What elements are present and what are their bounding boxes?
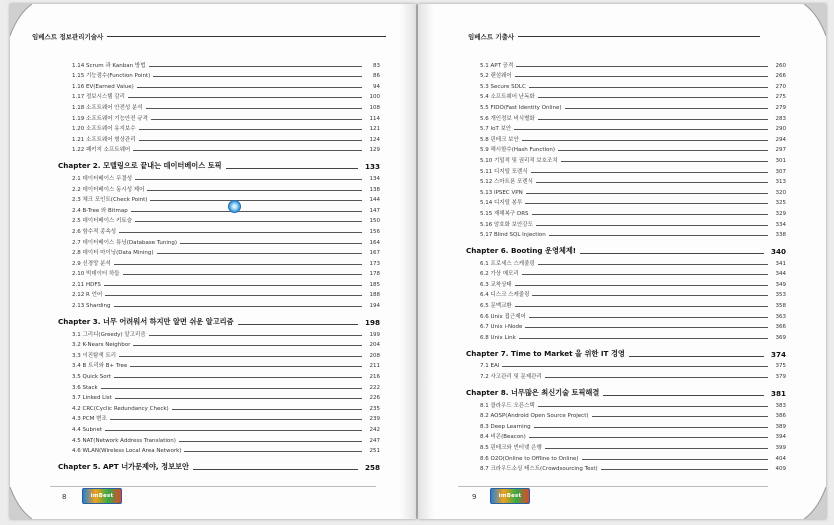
toc-entry-page: 83 bbox=[373, 62, 380, 69]
toc-entry-page: 325 bbox=[775, 200, 786, 207]
leader-line bbox=[101, 388, 362, 389]
toc-entry-page: 138 bbox=[369, 186, 380, 193]
toc-entry-page: 199 bbox=[369, 331, 380, 338]
toc-entry-page: 275 bbox=[775, 94, 786, 101]
toc-entry[interactable] bbox=[58, 401, 380, 412]
toc-entry[interactable] bbox=[466, 309, 786, 320]
leader-line bbox=[536, 225, 768, 226]
toc-entry-page: 94 bbox=[373, 83, 380, 90]
toc-entry[interactable] bbox=[466, 90, 786, 101]
toc-entry-title: 6.3 교착상태 bbox=[480, 281, 512, 288]
toc-entry-page: 344 bbox=[775, 271, 786, 278]
toc-entry[interactable] bbox=[466, 430, 786, 441]
toc-entry-title: 5.17 Blind SQL Injection bbox=[480, 232, 546, 239]
toc-entry[interactable] bbox=[58, 256, 380, 267]
leader-line bbox=[529, 437, 768, 438]
leader-line bbox=[534, 427, 768, 428]
leader-line bbox=[184, 451, 362, 452]
leader-line bbox=[149, 335, 362, 336]
toc-entry[interactable] bbox=[466, 153, 786, 164]
toc-entry[interactable] bbox=[58, 380, 380, 391]
leader-line bbox=[516, 66, 768, 67]
toc-entry-page: 389 bbox=[775, 423, 786, 430]
toc-entry-title: 2.5 데이터베이스 키토슬 bbox=[72, 218, 133, 225]
toc-entry[interactable] bbox=[466, 330, 786, 341]
toc-entry-title: 3.4 B 트리와 B+ Tree bbox=[72, 363, 128, 370]
leader-line bbox=[592, 416, 769, 417]
toc-entry[interactable] bbox=[466, 79, 786, 90]
toc-entry[interactable] bbox=[466, 132, 786, 143]
toc-entry-page: 208 bbox=[369, 352, 380, 359]
toc-entry-page: 121 bbox=[369, 126, 380, 133]
toc-entry-title: 4.5 NAT(Network Address Translation) bbox=[72, 437, 176, 444]
toc-entry-title: 2.2 데이터베이스 동시성 제어 bbox=[72, 186, 145, 193]
toc-entry-title: 5.10 기밀적 및 권리적 보호조치 bbox=[480, 157, 558, 164]
toc-entry-page: 144 bbox=[369, 197, 380, 204]
toc-entry[interactable] bbox=[58, 422, 380, 433]
toc-entry-title: 1.20 소프트웨어 유지보수 bbox=[72, 126, 136, 133]
header-rule bbox=[107, 36, 386, 37]
leader-line bbox=[150, 200, 362, 201]
publisher-logo: imBest bbox=[82, 488, 122, 504]
toc-entry-page: 358 bbox=[775, 303, 786, 310]
toc-entry-title: 1.14 Scrum 과 Kanban 방법 bbox=[72, 62, 146, 69]
leader-line bbox=[179, 441, 362, 442]
leader-line bbox=[515, 76, 768, 77]
toc-entry-title: 2.3 체크 포인트(Check Point) bbox=[72, 197, 148, 204]
toc-entry-page: 150 bbox=[369, 218, 380, 225]
toc-entry-title: 5.16 암호화 보안강도 bbox=[480, 221, 533, 228]
leader-line bbox=[131, 211, 362, 212]
toc-entry[interactable] bbox=[466, 196, 786, 207]
page-header bbox=[32, 32, 386, 41]
toc-entry[interactable] bbox=[466, 359, 786, 370]
toc-entry-title: 3.7 Linked List bbox=[72, 395, 112, 402]
toc-entry-page: 301 bbox=[775, 157, 786, 164]
toc-entry-title: 8.4 비콘(Beacon) bbox=[480, 434, 526, 441]
toc-entry[interactable] bbox=[58, 224, 380, 235]
toc-entry[interactable] bbox=[58, 433, 380, 444]
header-rule bbox=[518, 36, 760, 37]
leader-line bbox=[525, 203, 768, 204]
leader-line bbox=[105, 430, 362, 431]
toc-entry-title: 2.13 Sharding bbox=[72, 303, 111, 310]
toc-entry-title: 6.6 Unix 접근제어 bbox=[480, 313, 526, 320]
toc-entry-page: 114 bbox=[369, 115, 380, 122]
toc-entry-page: 307 bbox=[775, 168, 786, 175]
toc-entry[interactable] bbox=[58, 338, 380, 349]
toc-entry-page: 124 bbox=[369, 136, 380, 143]
toc-entry-title: 5.13 IPSEC VPN bbox=[480, 189, 523, 196]
toc-entry-title: 6.4 디스크 스케줄링 bbox=[480, 292, 530, 299]
toc-entry[interactable] bbox=[466, 175, 786, 186]
leader-line bbox=[522, 274, 768, 275]
toc-entry-title: 8.3 Deep Learning bbox=[480, 423, 531, 430]
toc-entry[interactable] bbox=[466, 369, 786, 380]
toc-entry[interactable] bbox=[466, 143, 786, 154]
toc-entry-page: 386 bbox=[775, 413, 786, 420]
leader-line bbox=[565, 108, 768, 109]
leader-line bbox=[135, 221, 362, 222]
toc-entry[interactable] bbox=[466, 58, 786, 69]
toc-entry-page: 156 bbox=[369, 228, 380, 235]
page-number: 8 bbox=[62, 493, 67, 501]
chapter-heading[interactable]: Chapter 3. 너무 어려워서 하지만 알면 쉬운 알고리즘 198 bbox=[58, 317, 380, 328]
toc-entry-page: 242 bbox=[369, 427, 380, 433]
toc-entry-page: 404 bbox=[775, 455, 786, 462]
page-curl-icon[interactable] bbox=[10, 485, 34, 519]
toc-entry-page: 134 bbox=[369, 175, 380, 182]
leader-line bbox=[128, 97, 362, 98]
chapter-heading[interactable]: Chapter 6. Booting 운영체제! 340 bbox=[466, 246, 786, 257]
toc-entry-page: 222 bbox=[369, 384, 380, 391]
right-page bbox=[418, 4, 826, 519]
toc-entry-page: 247 bbox=[369, 437, 380, 444]
footer-rule bbox=[458, 486, 768, 487]
leader-line bbox=[123, 274, 362, 275]
leader-line bbox=[538, 406, 768, 407]
toc-entry-page: 375 bbox=[775, 363, 786, 370]
toc-entry-title: 8.6 O2O(Online to Offline to Online) bbox=[480, 455, 579, 462]
toc-entry[interactable] bbox=[466, 267, 786, 278]
toc-entry-title: 6.5 문맥교환 bbox=[480, 303, 512, 310]
leader-line bbox=[114, 306, 362, 307]
toc-entry-title: 2.11 HDFS bbox=[72, 281, 101, 288]
toc-entry[interactable] bbox=[58, 298, 380, 309]
toc-entry-page: 320 bbox=[775, 189, 786, 196]
leader-line bbox=[115, 398, 362, 399]
toc-entry-page: 226 bbox=[369, 395, 380, 402]
leader-line bbox=[105, 295, 362, 296]
toc-entry-title: 1.15 기능점수(Function Point) bbox=[72, 73, 151, 80]
toc-entry-title: 2.12 R 언어 bbox=[72, 292, 103, 299]
toc-entry-page: 297 bbox=[775, 147, 786, 154]
toc-entry-title: 5.3 Secure SDLC bbox=[480, 83, 526, 90]
toc-entry-title: 2.6 함수적 종속성 bbox=[72, 228, 117, 235]
toc-entry-page: 369 bbox=[775, 334, 786, 341]
toc-entry-title: 5.9 해시함수(Hash Function) bbox=[480, 147, 556, 154]
leader-line bbox=[147, 190, 362, 191]
leader-line bbox=[601, 469, 768, 470]
toc-entry-title: 5.5 FIDO(Fast Identity Online) bbox=[480, 104, 562, 111]
leader-line bbox=[532, 214, 768, 215]
toc-list bbox=[58, 58, 380, 472]
toc-entry-title: 4.6 WLAN(Wireless Local Area Network) bbox=[72, 448, 182, 455]
toc-entry-title: 4.3 PCM 변조 bbox=[72, 416, 107, 423]
leader-line bbox=[536, 182, 768, 183]
toc-entry-title: 5.15 재해복구 DRS bbox=[480, 210, 529, 217]
leader-line bbox=[151, 119, 362, 120]
toc-entry-page: 366 bbox=[775, 324, 786, 331]
toc-entry-page: 283 bbox=[775, 115, 786, 122]
toc-entry-page: 338 bbox=[775, 232, 786, 239]
toc-entry[interactable] bbox=[466, 100, 786, 111]
toc-entry-page: 341 bbox=[775, 260, 786, 267]
toc-entry[interactable] bbox=[58, 412, 380, 423]
toc-entry-page: 394 bbox=[775, 434, 786, 441]
toc-entry[interactable] bbox=[466, 298, 786, 309]
toc-entry[interactable] bbox=[466, 69, 786, 80]
toc-entry-title: 3.5 Quick Sort bbox=[72, 374, 112, 381]
leader-line bbox=[515, 285, 768, 286]
leader-line bbox=[529, 317, 768, 318]
toc-entry-title: 5.12 스마트폰 포렌식 bbox=[480, 179, 533, 186]
toc-entry-page: 279 bbox=[775, 104, 786, 111]
toc-entry-page: 129 bbox=[369, 147, 380, 154]
toc-entry-page: 349 bbox=[775, 281, 786, 288]
toc-entry[interactable] bbox=[58, 143, 380, 154]
toc-entry[interactable] bbox=[58, 246, 380, 257]
leader-line bbox=[514, 129, 768, 130]
toc-entry-title: 7.1 EAI bbox=[480, 363, 500, 370]
leader-line bbox=[180, 243, 362, 244]
toc-list bbox=[466, 58, 786, 472]
leader-line bbox=[135, 179, 362, 180]
leader-line bbox=[582, 459, 768, 460]
page-curl-icon[interactable] bbox=[802, 4, 826, 38]
toc-entry[interactable] bbox=[58, 391, 380, 402]
toc-entry-page: 383 bbox=[775, 402, 786, 409]
toc-entry-title: 5.7 IoT 보안 bbox=[480, 126, 512, 133]
toc-entry-page: 173 bbox=[369, 260, 380, 267]
toc-entry-title: 4.4 Subnet bbox=[72, 427, 102, 433]
leader-line bbox=[119, 356, 362, 357]
toc-entry[interactable] bbox=[58, 277, 380, 288]
toc-entry[interactable] bbox=[466, 228, 786, 239]
toc-entry-page: 313 bbox=[775, 179, 786, 186]
toc-entry[interactable] bbox=[58, 90, 380, 101]
toc-entry[interactable] bbox=[58, 203, 380, 214]
toc-entry[interactable] bbox=[58, 327, 380, 338]
toc-entry-page: 194 bbox=[369, 303, 380, 310]
header-title: 임베스트 기출사 bbox=[468, 33, 515, 41]
left-page bbox=[10, 4, 416, 519]
toc-entry[interactable] bbox=[466, 206, 786, 217]
toc-entry-page: 409 bbox=[775, 466, 786, 473]
leader-line bbox=[502, 366, 768, 367]
toc-entry[interactable] bbox=[58, 79, 380, 90]
toc-entry-page: 100 bbox=[369, 94, 380, 101]
toc-entry-title: 3.1 그리디(Greedy) 알고리즘 bbox=[72, 331, 146, 338]
toc-entry-title: 5.1 APT 공격 bbox=[480, 62, 514, 69]
leader-line bbox=[532, 295, 768, 296]
toc-entry[interactable] bbox=[466, 256, 786, 267]
toc-entry[interactable] bbox=[58, 100, 380, 111]
leader-line bbox=[104, 285, 362, 286]
toc-entry-page: 399 bbox=[775, 445, 786, 451]
toc-entry[interactable] bbox=[58, 288, 380, 299]
leader-line bbox=[515, 306, 768, 307]
toc-entry-title: 1.17 정보시스템 감리 bbox=[72, 94, 125, 101]
toc-entry-page: 329 bbox=[775, 210, 786, 217]
leader-line bbox=[146, 108, 362, 109]
toc-entry-title: 6.8 Unix Link bbox=[480, 334, 516, 341]
leader-line bbox=[561, 161, 768, 162]
leader-line bbox=[525, 327, 768, 328]
leader-line bbox=[153, 76, 362, 77]
toc-entry-page: 239 bbox=[369, 416, 380, 423]
toc-entry-title: 2.1 데이터베이스 무결성 bbox=[72, 175, 133, 182]
leader-line bbox=[531, 172, 768, 173]
toc-entry-title: 5.8 핀테크 보안 bbox=[480, 136, 519, 143]
toc-entry-title: 6.7 Unix i-Node bbox=[480, 324, 523, 331]
toc-entry[interactable] bbox=[466, 409, 786, 420]
leader-line bbox=[133, 345, 362, 346]
toc-entry-page: 211 bbox=[369, 363, 380, 370]
toc-entry[interactable] bbox=[466, 277, 786, 288]
leader-line bbox=[110, 419, 362, 420]
toc-entry[interactable] bbox=[58, 132, 380, 143]
toc-entry[interactable] bbox=[466, 398, 786, 409]
toc-entry-title: 1.21 소프트웨어 형상관리 bbox=[72, 136, 136, 143]
toc-entry-page: 185 bbox=[369, 281, 380, 288]
leader-line bbox=[529, 87, 768, 88]
toc-entry-title: 1.16 EV(Earned Value) bbox=[72, 83, 134, 90]
toc-entry[interactable] bbox=[466, 164, 786, 175]
leader-line bbox=[526, 193, 768, 194]
toc-entry[interactable] bbox=[58, 122, 380, 133]
toc-entry-title: 3.2 K-Nears Neighbor bbox=[72, 342, 131, 349]
leader-line bbox=[172, 409, 362, 410]
leader-line bbox=[558, 150, 768, 151]
toc-entry-page: 251 bbox=[369, 448, 380, 455]
toc-entry-page: 353 bbox=[775, 292, 786, 299]
toc-entry[interactable] bbox=[58, 58, 380, 69]
toc-entry-title: 4.2 CRC(Cyclic Redundancy Check) bbox=[72, 405, 169, 412]
cursor-icon bbox=[228, 200, 241, 213]
leader-line bbox=[522, 140, 768, 141]
publisher-logo: imBest bbox=[490, 488, 530, 504]
chapter-heading[interactable]: Chapter 8. 너무많은 최신기술 토픽해결 381 bbox=[466, 388, 786, 399]
toc-entry-page: 363 bbox=[775, 313, 786, 320]
page-curl-icon[interactable] bbox=[802, 485, 826, 519]
toc-entry-title: 8.1 클라우드 오픈스택 bbox=[480, 402, 535, 409]
leader-line bbox=[549, 235, 768, 236]
leader-line bbox=[538, 97, 768, 98]
leader-line bbox=[137, 87, 362, 88]
chapter-heading[interactable]: Chapter 2. 모델링으로 끝내는 데이터베이스 토픽 133 bbox=[58, 161, 380, 172]
toc-entry[interactable] bbox=[58, 359, 380, 370]
toc-entry-page: 235 bbox=[369, 405, 380, 412]
toc-entry-title: 1.18 소프트웨어 안전성 분석 bbox=[72, 104, 143, 111]
toc-entry-title: 2.7 데이터베이스 튜닝(Database Tuning) bbox=[72, 239, 178, 246]
toc-entry[interactable] bbox=[58, 182, 380, 193]
toc-entry[interactable] bbox=[58, 235, 380, 246]
toc-entry-page: 147 bbox=[369, 207, 380, 214]
page-number: 9 bbox=[472, 493, 477, 501]
toc-entry-title: 3.6 Stack bbox=[72, 384, 98, 391]
leader-line bbox=[130, 366, 362, 367]
leader-line bbox=[545, 377, 768, 378]
toc-entry-title: 2.9 신경망 분석 bbox=[72, 260, 111, 267]
toc-entry-page: 167 bbox=[369, 250, 380, 257]
page-curl-icon[interactable] bbox=[10, 4, 34, 38]
toc-entry-title: 6.2 가상 메모리 bbox=[480, 271, 519, 278]
toc-entry-title: 1.19 소프트웨어 기능안전 규격 bbox=[72, 115, 148, 122]
leader-line bbox=[545, 448, 768, 449]
toc-entry-title: 2.10 빅데이터 하둡 bbox=[72, 271, 120, 278]
toc-entry[interactable] bbox=[466, 419, 786, 430]
toc-entry-title: 8.7 크라우드소싱 테스트(Crowdsourcing Test) bbox=[480, 466, 598, 473]
toc-entry-page: 334 bbox=[775, 221, 786, 228]
toc-entry-title: 2.8 데이터 마이닝(Data Mining) bbox=[72, 250, 154, 257]
leader-line bbox=[133, 150, 362, 151]
toc-entry-title: 8.5 핀테크와 빈터넷 은행 bbox=[480, 445, 542, 451]
toc-entry-title: 3.3 이진탐색 트리 bbox=[72, 352, 117, 359]
toc-entry[interactable] bbox=[58, 267, 380, 278]
leader-line bbox=[157, 253, 362, 254]
toc-entry-title: 5.11 디지털 포렌식 bbox=[480, 168, 528, 175]
toc-entry-title: 6.1 프로세스 스케줄링 bbox=[480, 260, 535, 267]
toc-entry-title: 8.2 AOSP(Android Open Source Project) bbox=[480, 413, 589, 420]
leader-line bbox=[149, 66, 362, 67]
toc-entry-page: 294 bbox=[775, 136, 786, 143]
chapter-heading[interactable]: Chapter 7. Time to Market 을 위한 IT 경영 374 bbox=[466, 348, 786, 359]
toc-entry-page: 290 bbox=[775, 126, 786, 133]
toc-entry[interactable] bbox=[58, 444, 380, 455]
toc-entry[interactable] bbox=[58, 369, 380, 380]
leader-line bbox=[114, 264, 362, 265]
toc-entry-page: 188 bbox=[369, 292, 380, 299]
toc-entry[interactable] bbox=[466, 122, 786, 133]
toc-entry-title: 1.22 패키지 소프트웨어 bbox=[72, 147, 131, 154]
toc-entry-page: 260 bbox=[775, 62, 786, 69]
toc-entry[interactable] bbox=[58, 348, 380, 359]
toc-entry-page: 266 bbox=[775, 73, 786, 80]
toc-entry-page: 108 bbox=[369, 104, 380, 111]
toc-entry[interactable] bbox=[466, 462, 786, 473]
toc-entry[interactable] bbox=[466, 451, 786, 462]
toc-entry-page: 204 bbox=[369, 342, 380, 349]
leader-line bbox=[114, 377, 362, 378]
toc-entry[interactable] bbox=[466, 217, 786, 228]
toc-entry[interactable] bbox=[58, 193, 380, 204]
leader-line bbox=[538, 119, 768, 120]
toc-entry[interactable] bbox=[58, 111, 380, 122]
toc-entry[interactable] bbox=[58, 214, 380, 225]
chapter-heading[interactable]: Chapter 5. APT 너가문제야, 정보보안 258 bbox=[58, 462, 380, 473]
toc-entry-title: 5.4 소프트웨어 난독화 bbox=[480, 94, 535, 101]
toc-entry-title: 7.2 사고관리 및 문제관리 bbox=[480, 374, 542, 381]
toc-entry[interactable] bbox=[466, 185, 786, 196]
toc-entry-title: 5.2 랜섬웨어 bbox=[480, 73, 512, 80]
toc-entry[interactable] bbox=[466, 288, 786, 299]
page-header bbox=[468, 32, 760, 41]
toc-entry-page: 86 bbox=[373, 73, 380, 80]
toc-entry-page: 270 bbox=[775, 83, 786, 90]
leader-line bbox=[538, 264, 768, 265]
toc-entry-page: 178 bbox=[369, 271, 380, 278]
toc-entry[interactable] bbox=[58, 171, 380, 182]
leader-line bbox=[519, 338, 768, 339]
toc-entry-title: 2.4 B-Tree 와 Bitmap bbox=[72, 207, 128, 214]
leader-line bbox=[139, 129, 362, 130]
toc-entry-page: 216 bbox=[369, 374, 380, 381]
footer-rule bbox=[50, 486, 376, 487]
toc-entry-page: 379 bbox=[775, 374, 786, 381]
leader-line bbox=[139, 140, 362, 141]
toc-entry-title: 5.14 디지털 봉투 bbox=[480, 200, 523, 207]
toc-entry[interactable] bbox=[466, 111, 786, 122]
header-title: 임베스트 정보관리기술사 bbox=[32, 33, 104, 41]
toc-entry[interactable] bbox=[466, 440, 786, 451]
leader-line bbox=[119, 232, 362, 233]
toc-entry-title: 5.6 개인정보 비식별화 bbox=[480, 115, 535, 122]
toc-entry[interactable] bbox=[58, 69, 380, 80]
toc-entry[interactable] bbox=[466, 320, 786, 331]
toc-entry-page: 164 bbox=[369, 239, 380, 246]
